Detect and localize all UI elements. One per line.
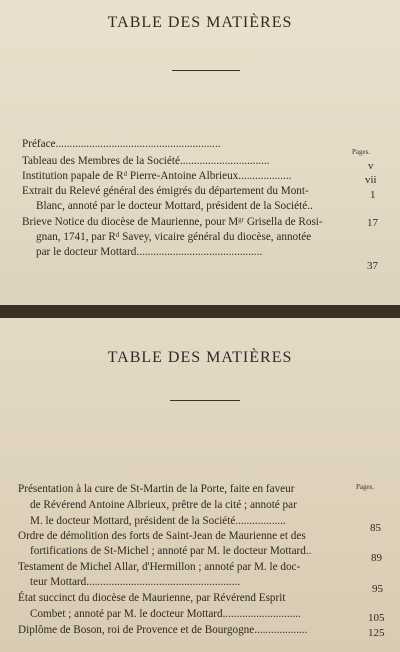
toc-page-number: 95	[372, 583, 383, 595]
toc-entry-line: Présentation à la cure de St-Martin de la Porte, faite en faveur	[18, 483, 295, 495]
toc-entry-line: Extrait du Relevé général des émigrés du département du Mont-	[22, 185, 309, 197]
toc-entry-line: Blanc, annoté par le docteur Mottard, président de la Société..	[36, 200, 313, 212]
toc-entry-line: Testament de Michel Allar, d'Hermillon ; annoté par M. le doc-	[18, 561, 301, 573]
bottom-page	[0, 318, 400, 652]
toc-entry-line: Préface...........................................................	[22, 138, 221, 150]
toc-entry-line: gnan, 1741, par Rᵈ Savey, vicaire général du diocèse, annotée	[36, 231, 312, 243]
bottom-page-title: TABLE DES MATIÈRES	[107, 349, 293, 366]
toc-entry-line: État succinct du diocèse de Maurienne, par Révérend Esprit	[18, 592, 286, 604]
bottom-toc	[0, 318, 400, 652]
top-page-title: TABLE DES MATIÈRES	[107, 14, 293, 31]
bottom-pages-label: Pages.	[356, 483, 375, 491]
toc-page-number: 89	[371, 552, 382, 564]
toc-page-number: v	[368, 160, 374, 172]
toc-entry-line: teur Mottard.......................................................	[30, 576, 241, 588]
toc-entry-line: Tableau des Membres de la Société................................	[22, 155, 270, 167]
toc-entry-line: M. le docteur Mottard, président de la Société..................	[30, 515, 286, 527]
top-toc	[0, 0, 400, 305]
toc-page-number: 37	[367, 260, 378, 272]
toc-page-number: vii	[365, 174, 377, 186]
toc-entry-line: Institution papale de Rᵈ Pierre-Antoine Albrieux...................	[22, 170, 292, 182]
top-page	[0, 0, 400, 305]
toc-entry-line: fortifications de St-Michel ; annoté par M. le docteur Mottard..	[30, 545, 312, 557]
toc-page-number: 17	[367, 217, 378, 229]
toc-entry-line: par le docteur Mottard.............................................	[36, 246, 263, 258]
top-pages-label: Pages.	[352, 148, 371, 156]
toc-entry-line: Diplôme de Boson, roi de Provence et de Bourgogne...................	[18, 624, 308, 636]
toc-page-number: 85	[370, 522, 381, 534]
toc-entry-line: Combet ; annoté par M. le docteur Mottard............................	[30, 608, 301, 620]
toc-entry-line: Brieve Notice du diocèse de Maurienne, pour Mᵍʳ Grisella de Rosi-	[22, 216, 323, 228]
toc-entry-line: de Révérend Antoine Albrieux, prêtre de la cité ; annoté par	[30, 499, 297, 511]
toc-page-number: 105	[368, 612, 385, 624]
toc-page-number: 125	[368, 627, 385, 639]
toc-entry-line: Ordre de démolition des forts de Saint-Jean de Maurienne et des	[18, 530, 306, 542]
toc-page-number: 1	[370, 189, 376, 201]
